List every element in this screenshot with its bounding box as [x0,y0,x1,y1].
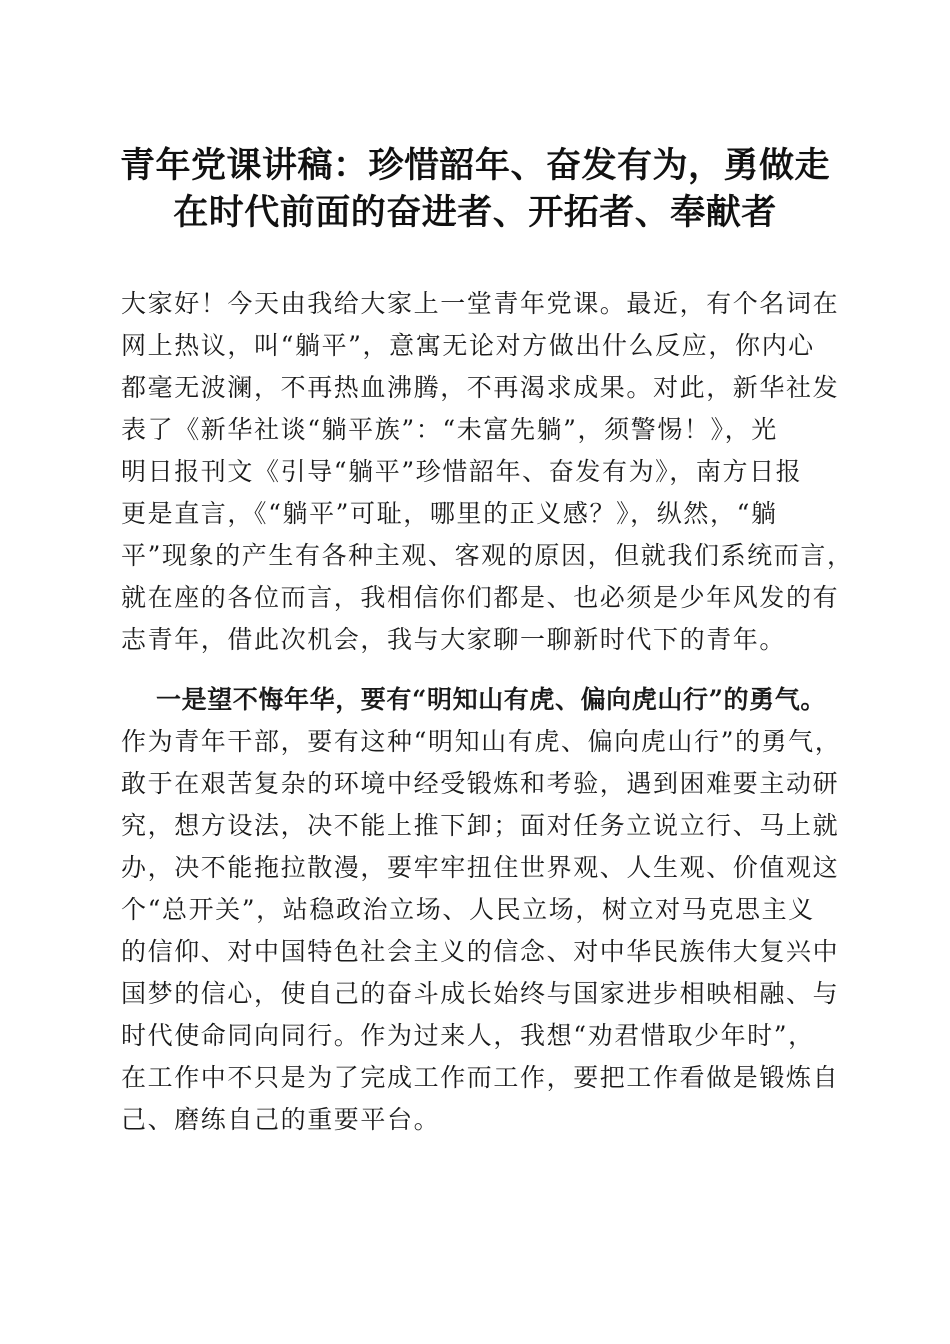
paragraph-2-line: 办，决不能拖拉散漫，要牢牢扭住世界观、人生观、价值观这 [121,853,840,882]
paragraph-2-line: 敢于在艰苦复杂的环境中经受锻炼和考验，遇到困难要主动研 [121,769,840,798]
paragraph-2-line: 己、磨练自己的重要平台。 [121,1105,441,1134]
paragraph-1-line: 更是直言，《“躺平”可耻，哪里的正义感？》，纵然，“躺 [121,499,778,528]
paragraph-2-line: 究，想方设法，决不能上推下卸；面对任务立说立行、马上就 [121,811,840,840]
paragraph-1-line: 平”现象的产生有各种主观、客观的原因，但就我们系统而言， [121,541,854,570]
paragraph-2-line: 作为青年干部，要有这种“明知山有虎、偏向虎山行”的勇气， [121,727,842,756]
paragraph-2-line: 时代使命同向同行。作为过来人，我想“劝君惜取少年时”， [121,1021,815,1050]
paragraph-1-line: 明日报刊文《引导“躺平”珍惜韶年、奋发有为》，南方日报 [121,457,803,486]
document-title-line-2: 在时代前面的奋进者、开拓者、奉献者 [173,192,777,233]
paragraph-1-line: 大家好！今天由我给大家上一堂青年党课。最近，有个名词在 [121,289,840,318]
paragraph-1-line: 网上热议，叫“躺平”，意寓无论对方做出什么反应，你内心 [121,331,815,360]
paragraph-2-line: 个“总开关”，站稳政治立场、人民立场，树立对马克思主义 [121,895,815,924]
paragraph-2-line: 在工作中不只是为了完成工作而工作，要把工作看做是锻炼自 [121,1063,840,1092]
paragraph-2-line: 的信仰、对中国特色社会主义的信念、对中华民族伟大复兴中 [121,937,840,966]
document-title-line-1: 青年党课讲稿：珍惜韶年、奋发有为，勇做走 [119,145,830,186]
paragraph-2-heading: 一是望不悔年华，要有“明知山有虎、偏向虎山行”的勇气。 [156,685,826,714]
paragraph-1-line: 就在座的各位而言，我相信你们都是、也必须是少年风发的有 [121,583,840,612]
paragraph-1-line: 志青年，借此次机会，我与大家聊一聊新时代下的青年。 [121,625,787,654]
paragraph-1-line: 表了《新华社谈“躺平族”：“未富先躺”，须警惕！》，光 [121,415,778,444]
paragraph-1-line: 都毫无波澜，不再热血沸腾，不再渴求成果。对此，新华社发 [121,373,840,402]
paragraph-2-line: 国梦的信心，使自己的奋斗成长始终与国家进步相映相融、与 [121,979,840,1008]
